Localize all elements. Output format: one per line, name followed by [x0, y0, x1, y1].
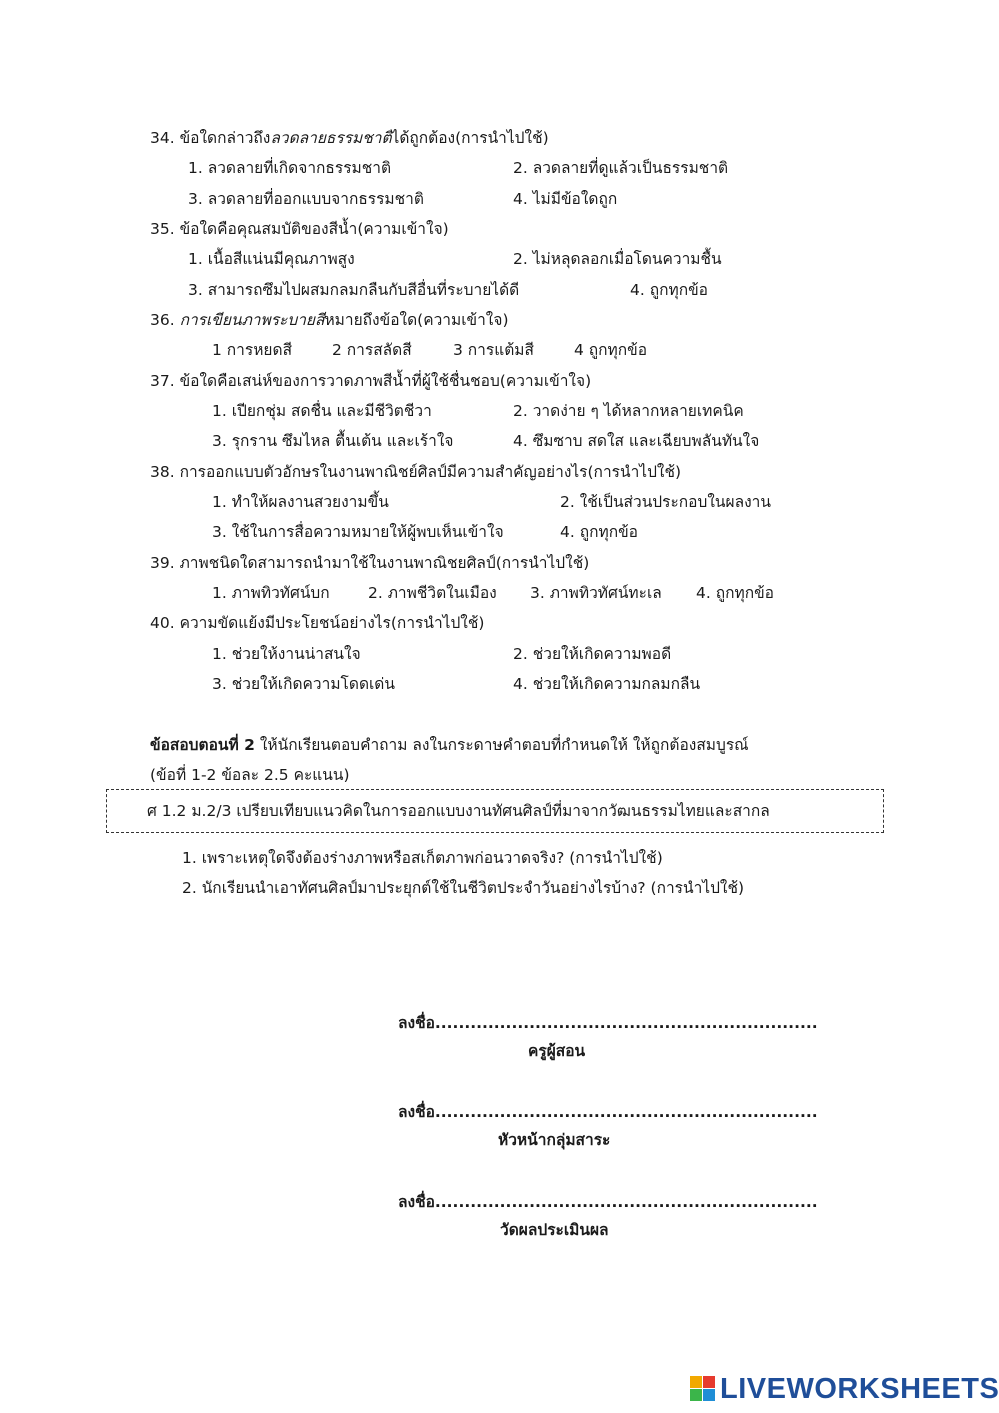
part2-score-note: (ข้อที่ 1-2 ข้อละ 2.5 คะแนน) — [150, 766, 350, 784]
question-36: 36. การเขียนภาพระบายสีหมายถึงข้อใด(ความเข้าใจ) — [150, 311, 509, 329]
q35-option-2: 2. ไม่หลุดลอกเมื่อโดนความชื้น — [513, 250, 722, 268]
q35-option-1: 1. เนื้อสีแน่นมีคุณภาพสูง — [188, 250, 355, 268]
signature-role-head: หัวหน้ากลุ่มสาระ — [498, 1131, 611, 1149]
q36-option-1: 1 การหยดสี — [212, 341, 293, 359]
q35-option-3: 3. สามารถซึมไปผสมกลมกลืนกับสีอื่นที่ระบายได้ดี — [188, 281, 520, 299]
q37-option-1: 1. เปียกชุ่ม สดชื่น และมีชีวิตชีวา — [212, 402, 432, 420]
q38-option-1: 1. ทำให้ผลงานสวยงามขึ้น — [212, 493, 389, 511]
signature-line-eval: ลงชื่อ................................................................. — [398, 1193, 818, 1211]
q34-option-2: 2. ลวดลายที่ดูแล้วเป็นธรรมชาติ — [513, 159, 729, 177]
standard-text: ศ 1.2 ม.2/3 เปรียบเทียบแนวคิดในการออกแบบงานทัศนศิลป์ที่มาจากวัฒนธรรมไทยและสากล — [147, 802, 770, 820]
q40-option-1: 1. ช่วยให้งานน่าสนใจ — [212, 645, 361, 663]
q34-option-3: 3. ลวดลายที่ออกแบบจากธรรมชาติ — [188, 190, 424, 208]
question-37: 37. ข้อใดคือเสน่ห์ของการวาดภาพสีน้ำที่ผู้ใช้ชื่นชอบ(ความเข้าใจ) — [150, 372, 592, 390]
part2-question-1: 1. เพราะเหตุใดจึงต้องร่างภาพหรือสเก็ตภาพก่อนวาดจริง? (การนำไปใช้) — [182, 849, 663, 867]
q39-option-4: 4. ถูกทุกข้อ — [696, 584, 774, 602]
q37-option-2: 2. วาดง่าย ๆ ได้หลากหลายเทคนิค — [513, 402, 744, 420]
signature-role-eval: วัดผลประเมินผล — [500, 1221, 609, 1239]
signature-line-teacher: ลงชื่อ................................................................. — [398, 1014, 818, 1032]
q38-option-4: 4. ถูกทุกข้อ — [560, 523, 638, 541]
liveworksheets-logo — [690, 1372, 999, 1406]
liveworksheets-logo-text: LIVEWORKSHEETS — [720, 1372, 999, 1405]
liveworksheets-logo-icon — [690, 1376, 716, 1402]
standard-box — [106, 789, 884, 833]
q40-option-4: 4. ช่วยให้เกิดความกลมกลืน — [513, 675, 701, 693]
q39-option-2: 2. ภาพชีวิตในเมือง — [368, 584, 497, 602]
question-35: 35. ข้อใดคือคุณสมบัติของสีน้ำ(ความเข้าใจ) — [150, 220, 449, 238]
part2-instruction: ให้นักเรียนตอบคำถาม ลงในกระดาษคำตอบที่กำหนดให้ ให้ถูกต้องสมบูรณ์ — [254, 736, 749, 754]
q35-option-4: 4. ถูกทุกข้อ — [630, 281, 708, 299]
q38-option-2: 2. ใช้เป็นส่วนประกอบในผลงาน — [560, 493, 771, 511]
q37-option-3: 3. รุกราน ซึมไหล ตื้นเต้น และเร้าใจ — [212, 432, 454, 450]
part2-question-2: 2. นักเรียนนำเอาทัศนศิลป์มาประยุกต์ใช้ในชีวิตประจำวันอย่างไรบ้าง? (การนำไปใช้) — [182, 879, 745, 897]
signature-role-teacher: ครูผู้สอน — [528, 1042, 586, 1060]
q36-option-4: 4 ถูกทุกข้อ — [574, 341, 648, 359]
q40-option-2: 2. ช่วยให้เกิดความพอดี — [513, 645, 672, 663]
part2-heading — [150, 734, 749, 756]
q39-option-1: 1. ภาพทิวทัศน์บก — [212, 584, 330, 602]
q40-option-3: 3. ช่วยให้เกิดความโดดเด่น — [212, 675, 395, 693]
q34-option-4: 4. ไม่มีข้อใดถูก — [513, 190, 618, 208]
q39-option-3: 3. ภาพทิวทัศน์ทะเล — [530, 584, 662, 602]
q36-option-2: 2 การสลัดสี — [332, 341, 412, 359]
part2-title: ข้อสอบตอนที่ 2 — [150, 736, 255, 754]
signature-line-head: ลงชื่อ................................................................. — [398, 1103, 818, 1121]
question-38: 38. การออกแบบตัวอักษรในงานพาณิชย์ศิลป์มีความสำคัญอย่างไร(การนำไปใช้) — [150, 463, 682, 481]
q34-option-1: 1. ลวดลายที่เกิดจากธรรมชาติ — [188, 159, 392, 177]
question-39: 39. ภาพชนิดใดสามารถนำมาใช้ในงานพาณิชยศิลป์(การนำไปใช้) — [150, 554, 590, 572]
q36-option-3: 3 การแต้มสี — [453, 341, 534, 359]
q38-option-3: 3. ใช้ในการสื่อความหมายให้ผู้พบเห็นเข้าใจ — [212, 523, 504, 541]
question-40: 40. ความขัดแย้งมีประโยชน์อย่างไร(การนำไปใช้) — [150, 614, 485, 632]
question-34: 34. ข้อใดกล่าวถึงลวดลายธรรมชาติได้ถูกต้อง(การนำไปใช้) — [150, 129, 549, 147]
q37-option-4: 4. ซึมซาบ สดใส และเฉียบพลันทันใจ — [513, 432, 760, 450]
